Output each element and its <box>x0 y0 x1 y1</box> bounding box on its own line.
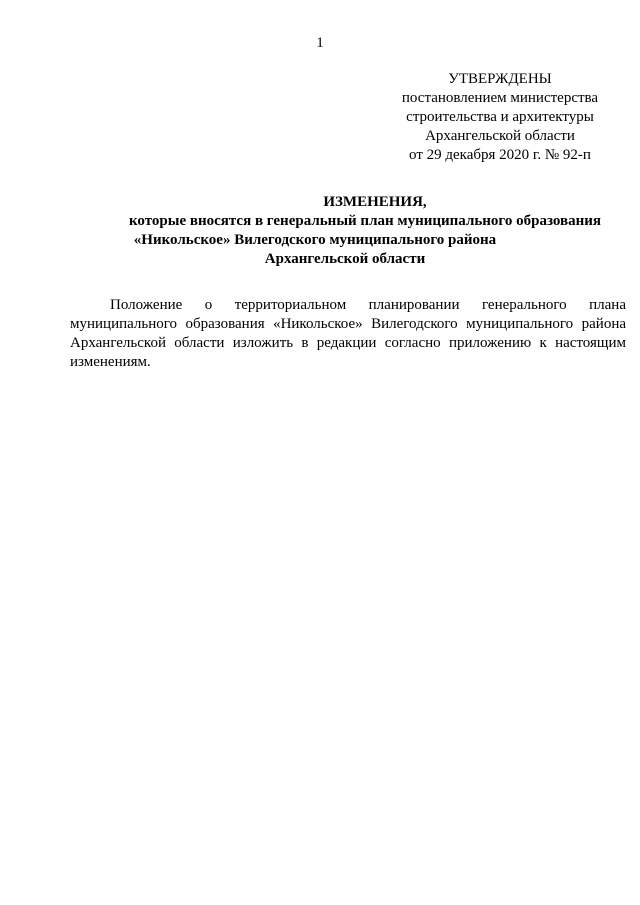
approval-date-line: от 29 декабря 2020 г. № 92-п <box>409 147 591 163</box>
approval-stamp <box>380 70 620 165</box>
title-heading: ИЗМЕНЕНИЯ, <box>323 194 427 210</box>
approval-line: постановлением министерства <box>401 90 599 106</box>
approval-heading: УТВЕРЖДЕНЫ <box>448 71 552 87</box>
approval-line: строительства и архитектуры <box>406 109 594 125</box>
document-title <box>100 193 630 269</box>
page-number: 1 <box>316 35 324 51</box>
body-paragraph: Положение о территориальном планировании генерального плана муниципального образования «Никольское» Вилегодского муниципального района Архангельской области изложить в редакции согласно приложению к настоящим изменениям. <box>70 297 626 370</box>
document-body <box>70 296 626 372</box>
title-line: Архангельской области <box>264 251 426 267</box>
title-line: «Никольское» Вилегодского муниципального района <box>133 232 497 248</box>
approval-line: Архангельской области <box>425 128 575 144</box>
title-line: которые вносятся в генеральный план муниципального образования <box>128 213 602 229</box>
